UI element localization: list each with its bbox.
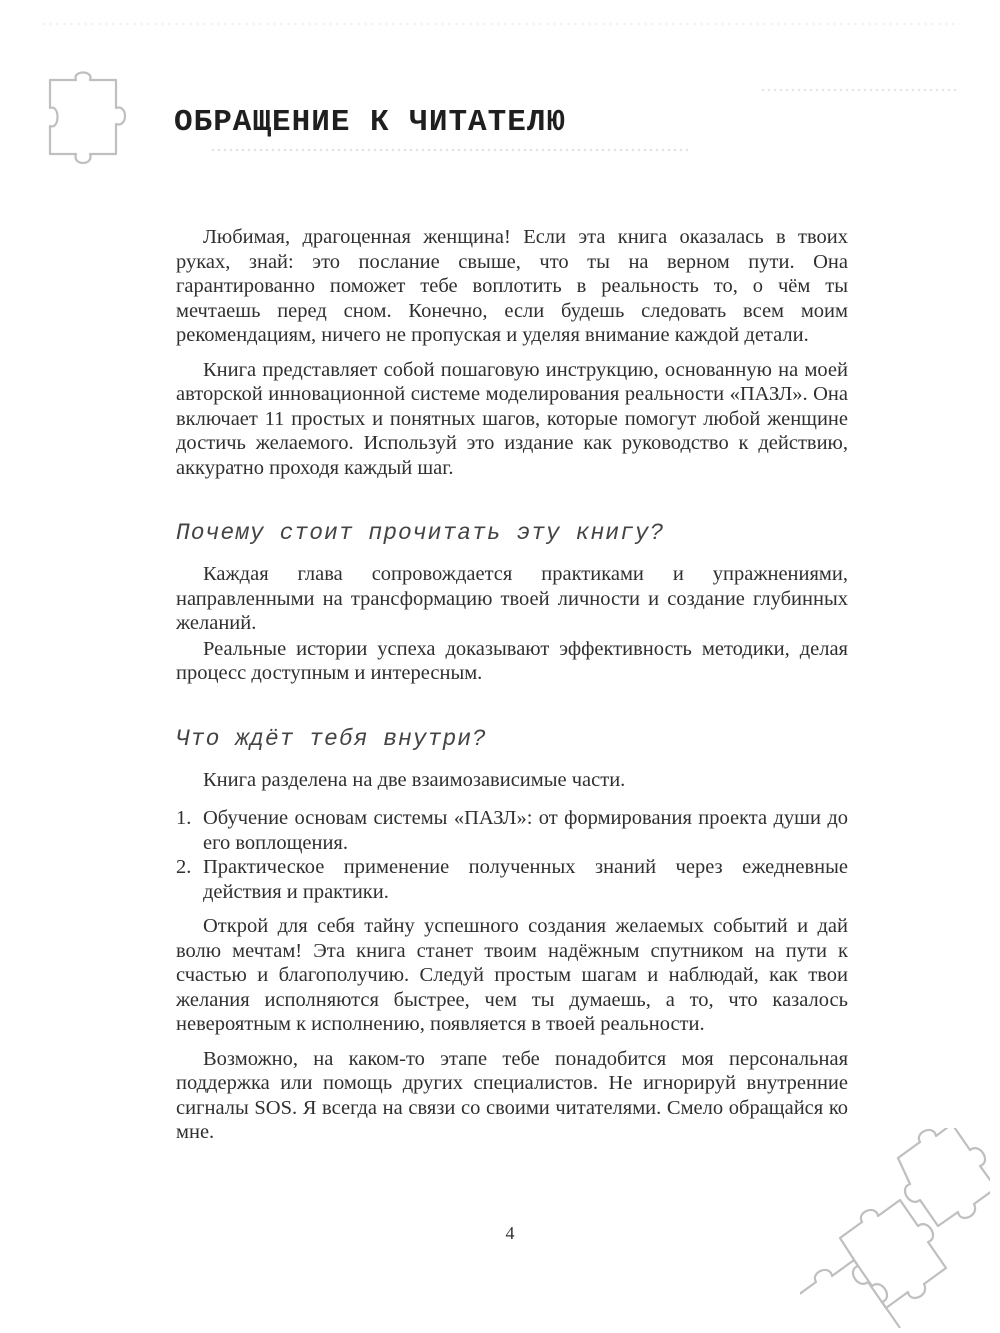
puzzle-piece-icon	[42, 68, 142, 178]
page-number: 4	[505, 1223, 515, 1243]
list-item	[176, 855, 848, 904]
intro-paragraph: Любимая, драгоценная женщина! Если эта книга оказалась в твоих руках, знай: это послание свыше, что ты на верном пути. Она гарантированно поможет тебе воплотить в реальность то, о чём ты мечтаешь перед сном. Конечно, если будешь следовать всем моим рекомендациям, ничего не пропуская и уделяя внимание каждой детали.	[176, 226, 848, 346]
dotted-rule-top-edge	[40, 22, 960, 26]
list-text: Обучение основам системы «ПАЗЛ»: от формирования проекта души до его воплощения.	[203, 807, 848, 854]
section-paragraph: Реальные истории успеха доказывают эффективность методики, делая процесс доступным и интересным.	[176, 637, 848, 684]
main-text	[176, 225, 848, 1145]
section-lead: Книга разделена на две взаимозависимые части.	[203, 768, 626, 791]
list-number: 1.	[176, 807, 192, 829]
list-item	[176, 806, 848, 855]
intro-paragraph: Книга представляет собой пошаговую инструкцию, основанную на моей авторской инновационной системе моделирования реальности «ПАЗЛ». Она включает 11 простых и понятных шагов, которые помогут любой женщине достичь желаемого. Используй это издание как руководство к действию, аккуратно проходя каждый шаг.	[176, 358, 848, 479]
section-paragraph: Каждая глава сопровождается практиками и упражнениями, направленными на трансформацию твоей личности и создание глубинных желаний.	[176, 563, 848, 634]
list-text: Практическое применение полученных знаний через ежедневные действия и практики.	[203, 856, 848, 903]
closing-paragraph: Возможно, на каком-то этапе тебе понадобится моя персональная поддержка или помощь других специалистов. Не игнорируй внутренние сигналы SOS. Я всегда на связи со своими читателями. Смело обращайся ко мне.	[176, 1047, 848, 1143]
dotted-rule-right	[760, 88, 960, 92]
section-heading-why-read: Почему стоит прочитать эту книгу?	[176, 520, 665, 546]
parts-list	[176, 806, 848, 904]
puzzle-pieces-icon	[800, 1128, 990, 1328]
dotted-rule-title	[210, 148, 690, 152]
page-title: ОБРАЩЕНИЕ К ЧИТАТЕЛЮ	[174, 105, 567, 140]
closing-paragraph: Открой для себя тайну успешного создания желаемых событий и дай волю мечтам! Эта книга станет твоим надёжным спутником на пути к счастью и благополучию. Следуй простым шагам и наблюдай, как твои желания исполняются быстрее, чем ты думаешь, а то, что казалось невероятным к исполнению, появляется в твоей реальности.	[176, 915, 848, 1035]
section-heading-whats-inside: Что ждёт тебя внутри?	[176, 725, 487, 752]
list-number: 2.	[176, 856, 192, 878]
